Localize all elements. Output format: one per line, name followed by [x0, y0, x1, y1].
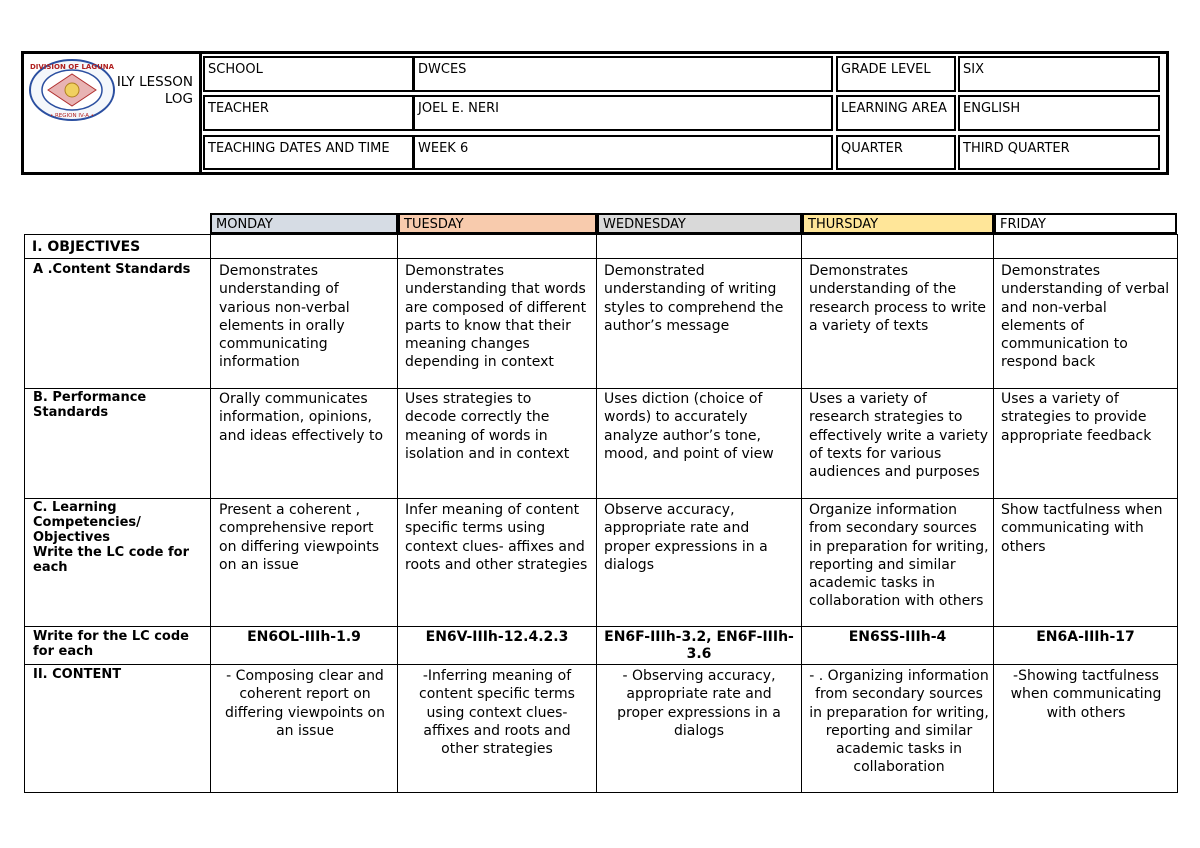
grid-line — [24, 234, 1178, 235]
competencies-label-line-2: Competencies/ — [33, 515, 141, 530]
grid-line — [397, 234, 398, 793]
day-header-thursday: THURSDAY — [802, 213, 994, 233]
grid-line — [24, 792, 1178, 793]
quarter-label: QUARTER — [836, 135, 956, 170]
grade-level-value: SIX — [958, 56, 1160, 92]
content-wednesday: - Observing accuracy, appropriate rate and proper expressions in a dialogs — [617, 668, 781, 739]
content-tuesday: -Inferring meaning of content specific terms using context clues- affixes and roots and other strategies — [419, 668, 575, 758]
lc-code-thursday: EN6SS-IIIh-4 — [848, 629, 947, 645]
lc-code-monday: EN6OL-IIIh-1.9 — [247, 629, 361, 645]
grid-line — [24, 626, 1178, 627]
content-standards-thursday: Demonstrates understanding of the research process to write a variety of texts — [809, 263, 986, 334]
performance-standards-monday: Orally communicates information, opinions, and ideas effectively to — [219, 391, 384, 444]
competencies-wednesday: Observe accuracy, appropriate rate and proper expressions in a dialogs — [604, 502, 768, 573]
division-seal-icon — [26, 56, 118, 124]
competencies-label — [33, 500, 208, 575]
learning-area-value: ENGLISH — [958, 95, 1160, 131]
competencies-friday: Show tactfulness when communicating with others — [1001, 502, 1163, 555]
grid-line — [210, 234, 211, 793]
performance-standards-friday: Uses a variety of strategies to provide appropriate feedback — [1001, 391, 1152, 444]
grid-line — [596, 234, 597, 793]
grid-line — [1177, 234, 1178, 793]
performance-standards-thursday: Uses a variety of research strategies to effectively write a variety of texts for various audiences and purposes — [809, 391, 989, 481]
competencies-tuesday: Infer meaning of content specific terms using context clues- affixes and roots and other strategies — [405, 502, 588, 573]
content-standards-tuesday: Demonstrates understanding that words are composed of different parts to know that their meaning changes depending in context — [405, 263, 587, 371]
grid-line — [993, 234, 994, 793]
content-standards-monday: Demonstrates understanding of various non-verbal elements in orally communicating information — [219, 263, 350, 371]
performance-standards-label: B. Performance Standards — [33, 390, 147, 420]
performance-standards-tuesday: Uses strategies to decode correctly the meaning of words in isolation and in context — [405, 391, 570, 462]
lc-code-wednesday: EN6F-IIIh-3.2, EN6F-IIIh-3.6 — [604, 629, 794, 662]
grid-line — [24, 664, 1178, 665]
grid-line — [24, 258, 1178, 259]
teaching-dates-value: WEEK 6 — [413, 135, 833, 170]
competencies-thursday: Organize information from secondary sources in preparation for writing, reporting and similar academic tasks in collaboration with others — [809, 502, 989, 610]
teaching-dates-label: TEACHING DATES AND TIME — [203, 135, 414, 170]
learning-area-label: LEARNING AREA — [836, 95, 956, 131]
competencies-monday: Present a coherent , comprehensive report on differing viewpoints on an issue — [219, 502, 380, 573]
grid-line — [24, 388, 1178, 389]
lc-code-friday: EN6A-IIIh-17 — [1036, 629, 1135, 645]
grid-line — [801, 234, 802, 793]
competencies-label-line-4: Write the LC code for each — [33, 545, 189, 575]
content-label: II. CONTENT — [33, 667, 122, 682]
svg-text:• REGION IV-A •: • REGION IV-A • — [49, 113, 95, 119]
day-header-friday: FRIDAY — [994, 213, 1177, 233]
title-line-1: ILY LESSON — [116, 74, 193, 90]
school-value: DWCES — [413, 56, 833, 92]
content-friday: -Showing tactfulness when communicating with others — [1010, 668, 1162, 721]
teacher-value: JOEL E. NERI — [413, 95, 833, 131]
school-label: SCHOOL — [203, 56, 414, 92]
grid-line — [24, 498, 1178, 499]
content-standards-friday: Demonstrates understanding of verbal and non-verbal elements of communication to respond back — [1001, 263, 1170, 371]
teacher-label: TEACHER — [203, 95, 414, 131]
content-standards-label: A .Content Standards — [33, 262, 191, 277]
grid-line — [24, 234, 25, 793]
competencies-label-line-1: C. Learning — [33, 500, 117, 515]
performance-standards-wednesday: Uses diction (choice of words) to accurately analyze author’s tone, mood, and point of view — [604, 391, 774, 462]
grade-level-label: GRADE LEVEL — [836, 56, 956, 92]
lc-code-label: Write for the LC code for each — [33, 629, 189, 659]
lc-code-tuesday: EN6V-IIIh-12.4.2.3 — [425, 629, 569, 645]
title-line-2: LOG — [164, 91, 193, 107]
svg-text:DIVISION OF LAGUNA: DIVISION OF LAGUNA — [29, 63, 115, 71]
content-standards-wednesday: Demonstrated understanding of writing styles to comprehend the author’s message — [604, 263, 784, 334]
day-header-wednesday: WEDNESDAY — [597, 213, 802, 233]
day-header-monday: MONDAY — [210, 213, 398, 233]
content-thursday: - . Organizing information from secondary sources in preparation for writing, reporting and similar academic tasks in collaboration — [809, 668, 989, 776]
daily-lesson-log-title-cell — [24, 54, 202, 172]
competencies-label-line-3: Objectives — [33, 530, 111, 545]
quarter-value: THIRD QUARTER — [958, 135, 1160, 170]
objectives-heading: I. OBJECTIVES — [32, 239, 141, 255]
day-header-tuesday: TUESDAY — [398, 213, 597, 233]
content-monday: - Composing clear and coherent report on differing viewpoints on an issue — [224, 668, 385, 739]
